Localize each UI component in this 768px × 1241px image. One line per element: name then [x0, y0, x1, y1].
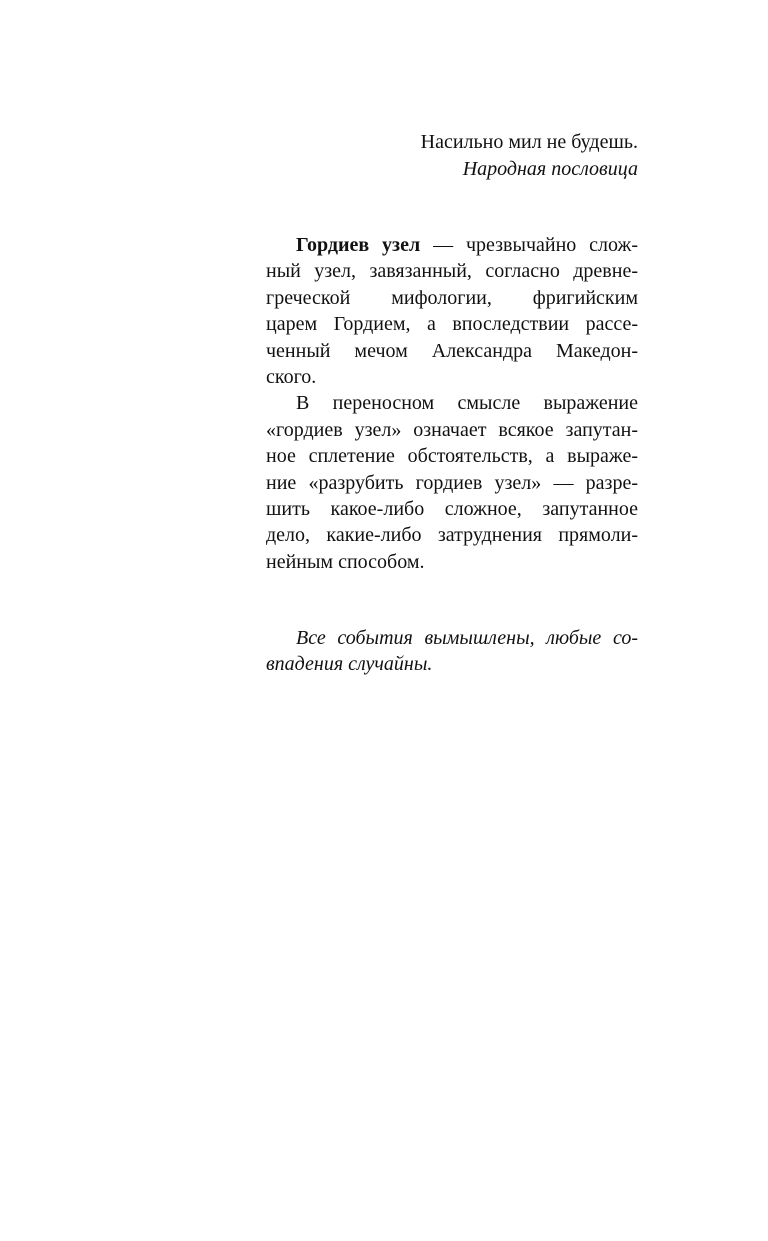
epigraph	[266, 129, 638, 183]
disclaimer-line: впадения случайны.	[266, 653, 433, 676]
definition-line	[266, 232, 638, 258]
disclaimer-line: Все события вымышлены, любые со-	[296, 627, 638, 649]
definition-line: ченный мечом Александра Македон-	[266, 339, 638, 362]
meaning-line: ное сплетение обстоятельств, а выраже-	[266, 445, 638, 468]
definition-line-text: — чрезвычайно слож-	[420, 234, 639, 256]
meaning-line: «гордиев узел» означает всякое запутан-	[266, 418, 638, 441]
meaning-line: В переносном смысле выражение	[296, 392, 638, 415]
meaning-line: шить какое-либо сложное, запутанное	[266, 498, 638, 521]
definition-line: греческой мифологии, фригийским	[266, 286, 638, 309]
meaning-line: дело, какие-либо затруднения прямоли-	[266, 524, 638, 547]
meaning-line: нейным способом.	[266, 550, 425, 573]
definition-line: ского.	[266, 366, 317, 389]
epigraph-quote: Насильно мил не будешь.	[420, 131, 638, 153]
definition-block	[266, 232, 638, 575]
meaning-line: ние «разрубить гордиев узел» — разре-	[266, 471, 638, 494]
epigraph-source: Народная пословица	[462, 158, 638, 180]
definition-line: ный узел, завязанный, согласно древне-	[266, 260, 638, 283]
disclaimer	[266, 625, 638, 678]
definition-term: Гордиев узел	[296, 234, 421, 256]
definition-line: царем Гордием, а впоследствии рассе-	[266, 313, 638, 336]
